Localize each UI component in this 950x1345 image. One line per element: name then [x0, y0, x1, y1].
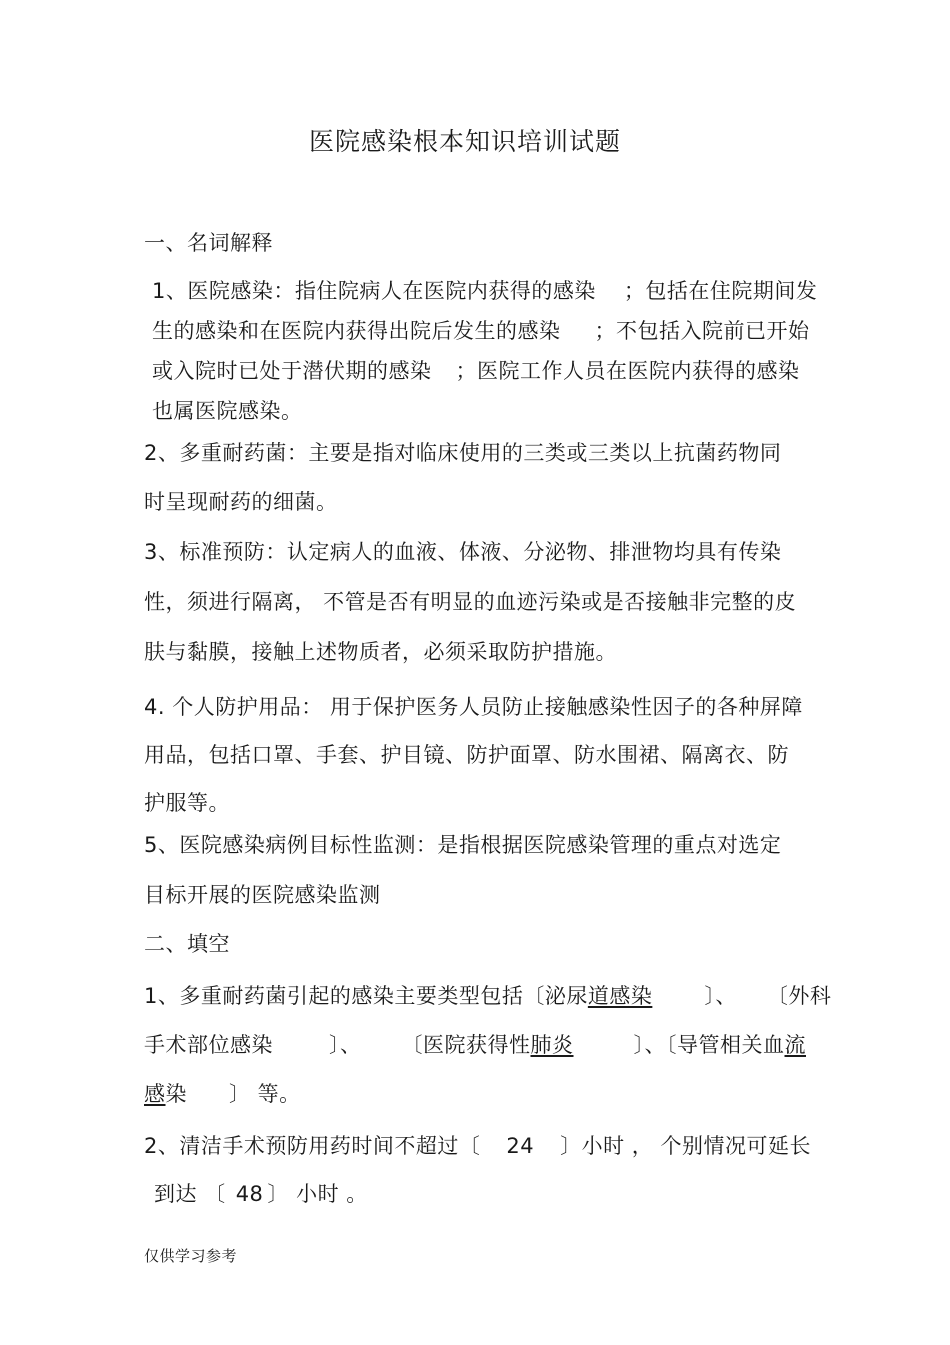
item1-line2	[152, 317, 810, 345]
q1-line3	[144, 1080, 301, 1108]
item5-line1: 5、医院感染病例目标性监测：是指根据医院感染管理的重点对选定	[144, 833, 782, 857]
item1-line4: 也属医院感染。	[152, 399, 303, 423]
q1-text-g: 〔医院获得性	[401, 1033, 531, 1057]
item3-line1: 3、标准预防：认定病人的血液、体液、分泌物、排泄物均具有传染	[144, 540, 782, 564]
item1-line1-text-b: ；包括在住院期间发	[623, 279, 818, 303]
q2-line1	[144, 1132, 811, 1160]
q2-line2	[154, 1180, 368, 1208]
item2-line2: 时呈现耐药的细菌。	[144, 490, 338, 514]
q2-text-f: 〕 小时 。	[267, 1182, 368, 1206]
q1-line1	[144, 982, 831, 1010]
item1-line3-text-a: 或入院时已处于潜伏期的感染	[152, 359, 432, 383]
item1-line1-text-a: 1、医院感染：指住院病人在医院内获得的感染	[152, 279, 596, 303]
item1-line1	[152, 277, 817, 305]
item1-line2-text-b: ；不包括入院前已开始	[594, 319, 810, 343]
q2-answer-hours: 24	[506, 1134, 535, 1158]
q1-text-m: 〕 等。	[229, 1082, 301, 1106]
q1-answer-2: 手术部位感染	[144, 1033, 273, 1057]
item3-line3: 肤与黏膜，接触上述物质者，必须采取防护措施。	[144, 640, 617, 664]
q1-text-f: 〕、	[329, 1033, 362, 1057]
section-heading-definitions: 一、名词解释	[144, 231, 273, 255]
q2-text-d: 到达 〔	[154, 1182, 226, 1206]
item1-line2-text-a: 生的感染和在医院内获得出院后发生的感染	[152, 319, 561, 343]
q1-answer-4-part3: 染	[165, 1082, 187, 1106]
q1-line2	[144, 1031, 806, 1059]
item5-line2: 目标开展的医院感染监测	[144, 883, 381, 907]
q1-text-d: 〔外科	[766, 984, 832, 1008]
q2-answer-extended: 48	[235, 1182, 264, 1206]
document-title: 医院感染根本知识培训试题	[308, 127, 621, 156]
item1-line3-text-b: ；医院工作人员在医院内获得的感染	[455, 359, 800, 383]
q1-answer-3: 肺炎	[530, 1033, 574, 1057]
item1-line3	[152, 357, 800, 385]
item4-line1: 4. 个人防护用品： 用于保护医务人员防止接触感染性因子的各种屏障	[144, 695, 803, 719]
item3-line2: 性，须进行隔离， 不管是否有明显的血迹污染或是否接触非完整的皮	[144, 590, 797, 614]
q2-text-c: 〕小时 ， 个别情况可延长	[560, 1134, 811, 1158]
q1-answer-4-part1: 流	[784, 1033, 806, 1057]
q2-text-a: 2、清洁手术预防用药时间不超过〔	[144, 1134, 481, 1158]
section-heading-fill-in: 二、填空	[144, 932, 230, 956]
footer-note: 仅供学习参考	[144, 1247, 238, 1265]
q1-answer-4-part2: 感	[144, 1082, 166, 1106]
item4-line2: 用品，包括口罩、手套、护目镜、防护面罩、防水围裙、隔离衣、防	[144, 743, 789, 767]
q1-answer-1: 道感染	[587, 984, 653, 1008]
q1-text-i: 〕、〔导管相关血	[633, 1033, 785, 1057]
item2-line1: 2、多重耐药菌：主要是指对临床使用的三类或三类以上抗菌药物同	[144, 441, 782, 465]
q1-text-a: 1、多重耐药菌引起的感染主要类型包括〔泌尿	[144, 984, 588, 1008]
q1-text-c: 〕、	[704, 984, 737, 1008]
item4-line3: 护服等。	[144, 791, 230, 815]
